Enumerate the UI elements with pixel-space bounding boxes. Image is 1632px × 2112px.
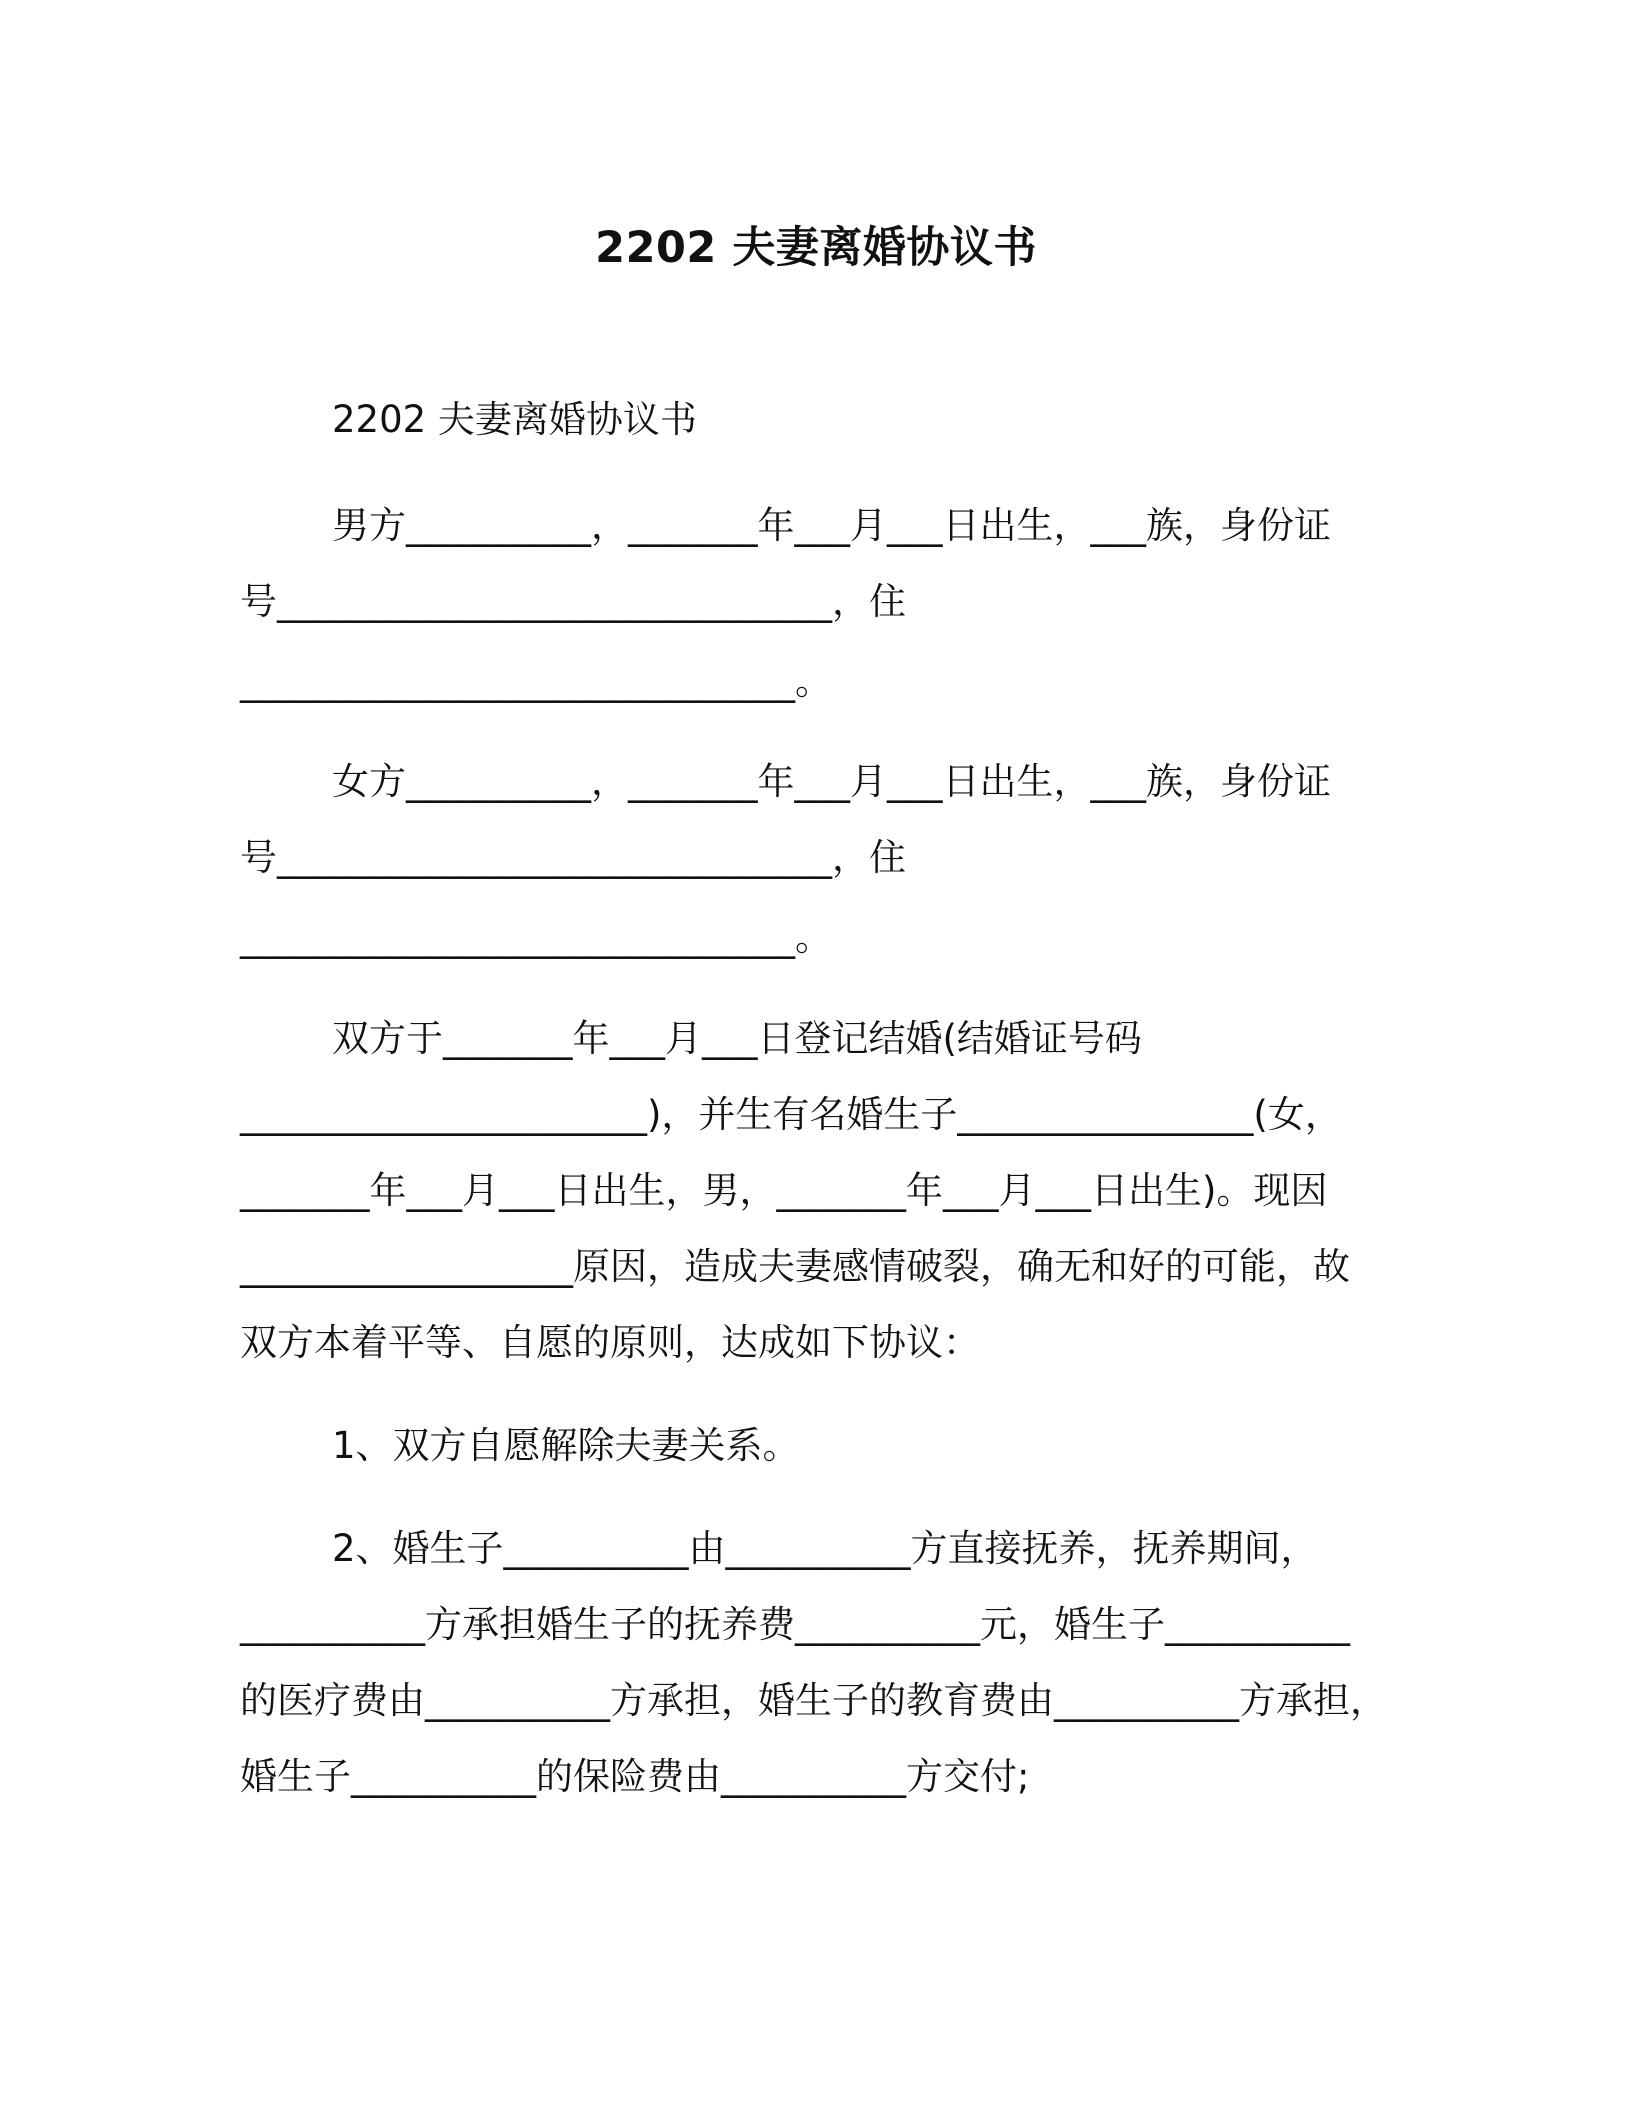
clause-2-line-4: 婚生子__________的保险费由__________方交付; — [240, 1755, 1030, 1798]
clause-2-line-1: 2、婚生子__________由__________方直接抚养，抚养期间， — [332, 1527, 1318, 1570]
marriage-paragraph-line-4: __________________原因，造成夫妻感情破裂，确无和好的可能，故 — [240, 1245, 1350, 1288]
male-party-line-2: 号______________________________，住 — [240, 580, 906, 623]
female-party-line-2: 号______________________________，住 — [240, 836, 906, 879]
marriage-paragraph-line-1: 双方于_______年___月___日登记结婚(结婚证号码 — [332, 1017, 1142, 1060]
clause-1: 1、双方自愿解除夫妻关系。 — [332, 1424, 800, 1467]
marriage-paragraph-line-3: _______年___月___日出生，男，_______年___月___日出生)。现因 — [240, 1169, 1328, 1212]
marriage-paragraph-line-2: ______________________)，并生有名婚生子________________(女， — [240, 1093, 1342, 1136]
female-party-line-3: ______________________________。 — [240, 916, 832, 959]
clause-2-line-2: __________方承担婚生子的抚养费__________元，婚生子__________ — [240, 1603, 1350, 1646]
clause-2-line-3: 的医疗费由__________方承担，婚生子的教育费由__________方承担， — [240, 1679, 1387, 1722]
male-party-line-1: 男方__________，_______年___月___日出生，___族，身份证 — [332, 504, 1331, 547]
document-subtitle: 2202 夫妻离婚协议书 — [332, 398, 697, 441]
document-title: 2202 夫妻离婚协议书 — [595, 223, 1037, 273]
female-party-line-1: 女方__________，_______年___月___日出生，___族，身份证 — [332, 760, 1331, 803]
marriage-paragraph-line-5: 双方本着平等、自愿的原则，达成如下协议： — [240, 1321, 980, 1364]
male-party-line-3: ______________________________。 — [240, 660, 832, 703]
